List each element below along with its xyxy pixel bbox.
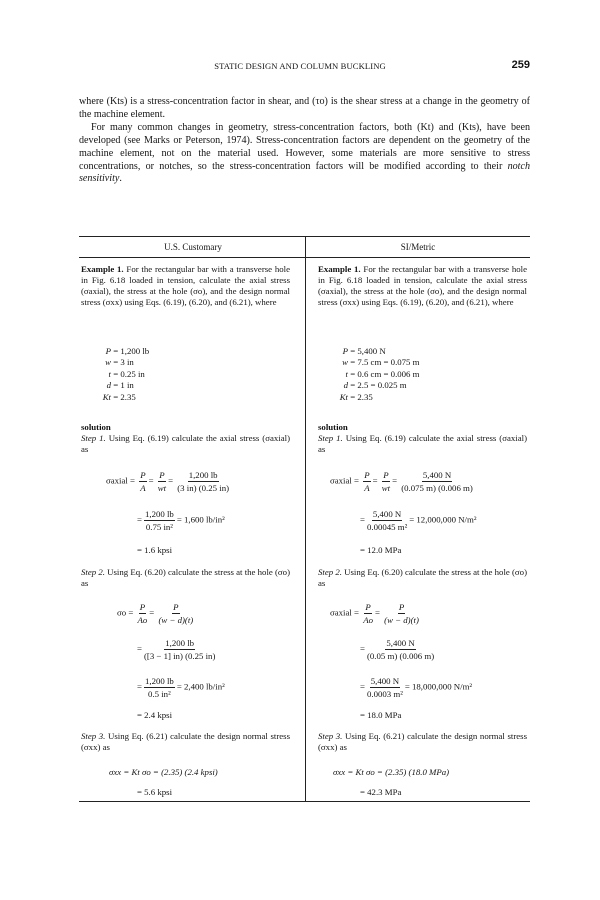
- si-example-text: For the rectangular bar with a transverse hole in Fig. 6.18 loaded in tension, calculate the axial stress (σaxial), the stress at the hole (σo), and the design normal stress (σxx) using Eqs. (6.19), (6.20), and (6.21), where: [318, 264, 528, 308]
- us-step3-paragraph: Step 3. Using Eq. (6.21) calculate the design normal stress (σxx) as: [81, 731, 290, 753]
- intro-paragraph-2-text: For many common changes in geometry, stress-concentration factors, both (Kt) and (Kts), have been developed (see Marks or Peterson, 1974). Stress-concentration factors are dependent on the geometry of the machine element, not on the material used. However, some materials are more sensitive to stress concentrations, or notches, so the stress-concentration factors will be modified according to their: [79, 121, 530, 172]
- column-divider: [305, 236, 306, 801]
- us-eq-hole-substitution: = $\frac{1,200 lb}{([3 - 1] in) (0.25 in)}$: [137, 638, 216, 661]
- us-hole-kpsi: = 2.4 kpsi: [137, 710, 173, 720]
- table-bottom-rule: [79, 801, 530, 802]
- si-design-mpa: = 42.3 MPa: [360, 787, 402, 797]
- si-example-label: Example 1.: [318, 264, 361, 274]
- si-example-intro: [318, 264, 527, 308]
- si-eq-design-stress: σxx = Kt σo = (2.35) (18.0 MPa): [333, 767, 450, 777]
- si-step3: [318, 731, 527, 753]
- us-example-text: For the rectangular bar with a transverse hole in Fig. 6.18 loaded in tension, calculate the axial stress (σaxial), the stress at the hole (σo), and the design normal stress (σxx) using Eqs. (6.19), (6.20), and (6.21), where: [81, 264, 291, 308]
- us-example-intro: [81, 264, 290, 308]
- us-eq-design-stress: σxx = Kt σo = (2.35) (2.4 kpsi): [109, 767, 218, 777]
- column-heading-si: SI/Metric: [400, 242, 436, 252]
- us-eq-hole-stress: σo = $\frac{P}{Ao}$ = $\frac{P}{(w - d)(t)}$: [117, 602, 194, 625]
- us-step3: [81, 731, 290, 753]
- us-example-label: Example 1.: [81, 264, 124, 274]
- running-title: STATIC DESIGN AND COLUMN BUCKLING: [214, 61, 386, 71]
- si-given-values: [319, 346, 528, 403]
- us-example-paragraph: [81, 264, 290, 308]
- us-eq-hole-result: = $\frac{1,200 lb}{\text{0.5 in²}}$ = 2,400 lb/in²: [137, 676, 225, 699]
- us-given-values: [82, 346, 291, 403]
- column-heading-us: U.S. Customary: [164, 242, 222, 252]
- us-eq-axial-result: = $\frac{1,200 lb}{\text{0.75 in²}}$ = 1,600 lb/in²: [137, 509, 225, 532]
- us-given-kt: Kt = 2.35: [102, 391, 136, 402]
- si-given-p: P = 5,400 N: [342, 346, 386, 356]
- us-given-t: t = 0.25 in: [108, 368, 145, 379]
- si-eq-axial-stress: σaxial = $\frac{P}{A}$ = $\frac{P}{wt}$ = $\frac{5,400 N}{(0.075 m) (0.006 m)}$: [330, 470, 473, 493]
- si-eq-hole-stress: σaxial = $\frac{P}{Ao}$ = $\frac{P}{(w - d)(t)}$: [330, 602, 419, 625]
- us-given-p: P = 1,200 lb: [105, 346, 150, 356]
- intro-paragraph-2: [79, 122, 530, 187]
- si-step2: [318, 567, 527, 589]
- si-step2-paragraph: Step 2. Using Eq. (6.20) calculate the stress at the hole (σo) as: [318, 567, 527, 589]
- si-axial-mpa: = 12.0 MPa: [360, 545, 402, 555]
- us-given-d: d = 1 in: [106, 380, 134, 391]
- intro-text: [79, 96, 530, 186]
- si-eq-hole-result: = $\frac{5,400 N}{\text{0.0003 m²}}$ = 18,000,000 N/m²: [360, 676, 473, 699]
- us-step2: [81, 567, 290, 589]
- intro-paragraph-1: where (Kts) is a stress-concentration factor in shear, and (τo) is the shear stress at a change in the geometry of the machine element.: [79, 96, 530, 120]
- si-eq-hole-substitution: = $\frac{5,400 N}{(0.05 m) (0.006 m)}$: [360, 638, 435, 661]
- us-eq-axial-stress: σaxial = $\frac{P}{A}$ = $\frac{P}{wt}$ = $\frac{1,200 lb}{(3 in) (0.25 in)}$: [106, 470, 230, 493]
- us-step2-paragraph: Step 2. Using Eq. (6.20) calculate the stress at the hole (σo) as: [81, 567, 290, 589]
- notch-sensitivity-term: notch sensitivity: [79, 160, 530, 185]
- us-solution-label: solution: [81, 422, 111, 432]
- si-solution-label: solution: [318, 422, 348, 432]
- si-step1-paragraph: Step 1. Using Eq. (6.19) calculate the axial stress (σaxial) as: [318, 433, 527, 455]
- si-step1: [318, 422, 527, 455]
- intro-paragraph-2-end: .: [119, 173, 122, 185]
- si-example-paragraph: [318, 264, 527, 308]
- si-step3-paragraph: Step 3. Using Eq. (6.21) calculate the design normal stress (σxx) as: [318, 731, 527, 753]
- si-given-t: t = 0.6 cm = 0.006 m: [345, 368, 420, 379]
- us-step1: [81, 422, 290, 455]
- us-given-w: w = 3 in: [105, 357, 134, 368]
- us-design-kpsi: = 5.6 kpsi: [137, 787, 173, 797]
- page-number: 259: [511, 59, 530, 71]
- si-given-w: w = 7.5 cm = 0.075 m: [342, 357, 420, 368]
- us-step1-paragraph: Step 1. Using Eq. (6.19) calculate the axial stress (σaxial) as: [81, 433, 290, 455]
- si-hole-mpa: = 18.0 MPa: [360, 710, 402, 720]
- si-given-kt: Kt = 2.35: [339, 391, 373, 402]
- si-eq-axial-result: = $\frac{5,400 N}{\text{0.00045 m²}}$ = 12,000,000 N/m²: [360, 509, 477, 532]
- si-given-d: d = 2.5 = 0.025 m: [343, 380, 407, 391]
- us-axial-kpsi: = 1.6 kpsi: [137, 545, 173, 555]
